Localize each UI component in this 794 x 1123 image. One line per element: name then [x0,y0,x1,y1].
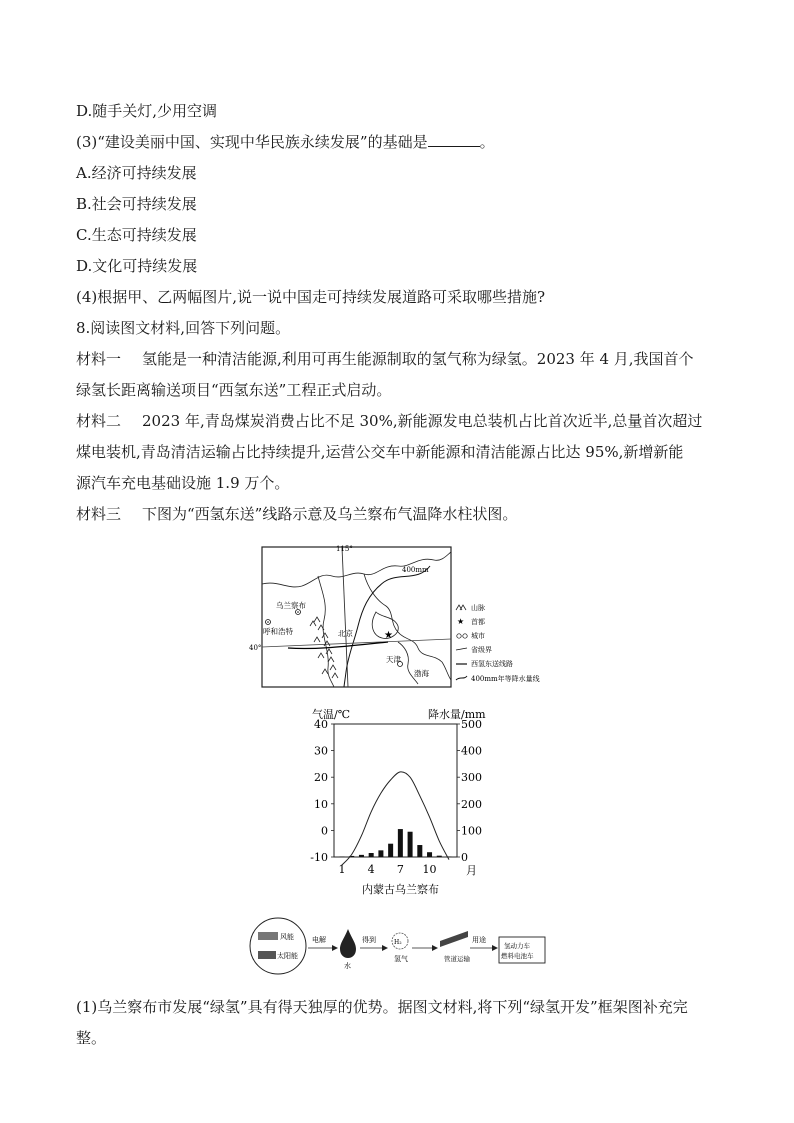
node-pipeline: 管道运输 [444,955,470,963]
map-legend [456,603,540,683]
precip-axis-title: 降水量/mm [428,708,486,721]
svg-text:H₂: H₂ [394,939,402,946]
question-1-cont: 整。 [76,1029,107,1047]
solar-image-icon [258,951,276,959]
material-1-cont: 绿氢长距离输送项目“西氢东送”工程正式启动。 [76,381,392,399]
temp-tick-label: 10 [314,797,328,811]
temp-tick-label: 30 [314,744,328,758]
precip-tick-label: 200 [461,797,482,811]
precip-bar [417,845,422,857]
sea-label: 渤海 [414,669,429,678]
precip-bar [408,832,413,857]
svg-text:400mm年等降水量线: 400mm年等降水量线 [471,675,540,683]
temperature-line [342,772,449,865]
temp-tick-label: -10 [310,851,328,864]
month-tick-label: 10 [422,863,437,876]
month-tick-label: 4 [367,863,375,876]
option-c: C.生态可持续发展 [76,226,197,244]
end-use-2: 燃料电池车 [501,952,534,960]
precip-tick-label: 0 [461,851,468,864]
question-3: (3)“建设美丽中国、实现中华民族永续发展”的基础是 。 [76,133,495,151]
node-water: 水 [344,962,351,970]
precip-bar [437,856,442,857]
answer-blank[interactable] [428,132,480,147]
material-2-cont: 煤电装机,青岛清洁运输占比持续提升,运营公交车中新能源和清洁能源占比达 95%,新增新能 [76,443,684,461]
end-use-1: 氢动力车 [504,942,530,950]
precip-tick-label: 100 [461,824,482,838]
climate-chart [300,700,510,900]
option-b: B.社会可持续发展 [76,195,197,213]
source-solar: 太阳能 [277,952,298,960]
precip-tick-label: 400 [461,744,482,758]
month-tick-label: 1 [338,863,346,876]
node-hydrogen: 氢气 [394,955,408,963]
material-1: 材料一 氢能是一种清洁能源,利用可再生能源制取的氢气称为绿氢。2023 年 4 月,我国首个 [76,350,694,368]
precip-bar [359,855,364,857]
isohyet-label: 400mm [402,566,429,574]
option-a: A.经济可持续发展 [76,164,197,182]
arrow-obtain: 得到 [362,936,376,944]
lat-label: 40° [249,644,262,652]
material-2: 材料二 2023 年,青岛煤炭消费占比不足 30%,新能源发电总装机占比首次近半,总量首次超过 [76,412,703,430]
wind-image-icon [258,932,278,940]
city-ulanqab: 乌兰察布 [276,601,306,610]
temp-axis-title: 气温/℃ [312,708,351,721]
precip-tick-label: 500 [461,718,482,731]
arrow-electrolysis: 电解 [312,936,326,944]
question-8-heading: 8.阅读图文材料,回答下列问题。 [76,319,291,337]
question-1: (1)乌兰察布市发展“绿氢”具有得天独厚的优势。据图文材料,将下列“绿氢开发”框架图补充完 [76,998,688,1016]
route-map [249,542,558,692]
capital-star-icon: ★ [384,630,393,641]
material-1-label: 材料一 [76,350,122,368]
svg-text:省级界: 省级界 [471,646,492,654]
material-3: 材料三 下图为“西氢东送”线路示意及乌兰察布气温降水柱状图。 [76,505,518,523]
temp-tick-label: 20 [314,771,328,785]
material-3-label: 材料三 [76,505,122,523]
precip-bar [388,844,393,857]
precip-bar [427,852,432,857]
temp-tick-label: 0 [321,824,328,838]
precip-bar [369,853,374,857]
option-d-q2: D.随手关灯,少用空调 [76,102,218,120]
precip-bar [378,850,383,857]
question-4: (4)根据甲、乙两幅图片,说一说中国走可持续发展道路可采取哪些措施? [76,288,546,306]
svg-text:城市: 城市 [471,632,485,640]
x-axis-unit: 月 [466,864,477,877]
water-drop-icon [340,929,356,958]
option-d: D.文化可持续发展 [76,257,198,275]
city-beijing: 北京 [338,629,353,638]
precip-bar [398,829,403,857]
city-tianjin: 天津 [386,655,401,664]
temp-tick-label: 40 [314,718,328,731]
arrow-usage: 用途 [472,936,486,944]
material-2-cont2: 源汽车充电基础设施 1.9 万个。 [76,474,290,492]
svg-text:首都: 首都 [471,618,485,626]
chart-title: 内蒙古乌兰察布 [362,883,439,896]
material-2-label: 材料二 [76,412,122,430]
precip-tick-label: 300 [461,771,482,785]
svg-text:★: ★ [457,617,465,626]
source-wind: 风能 [280,933,294,941]
svg-text:山脉: 山脉 [471,604,485,612]
month-tick-label: 7 [396,863,404,876]
lon-label: 115° [336,545,353,553]
pipeline-icon [440,931,468,947]
precip-bar [340,856,345,857]
city-hohhot: 呼和浩特 [263,627,293,636]
svg-text:西氢东送线路: 西氢东送线路 [471,660,513,668]
green-hydrogen-flow [248,915,548,979]
